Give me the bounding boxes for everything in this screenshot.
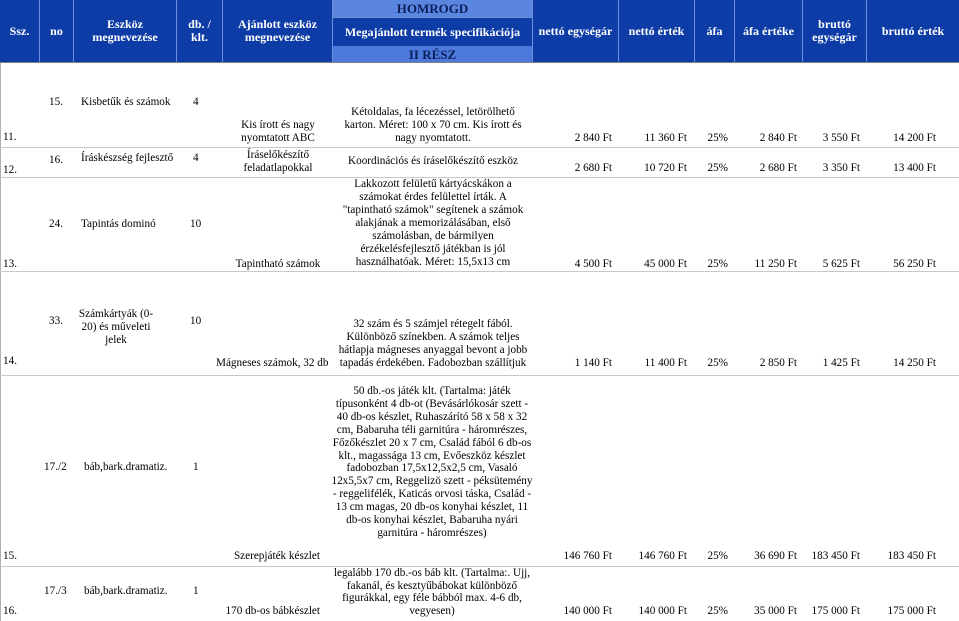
header-ssz[interactable]: Ssz. xyxy=(0,0,40,62)
cell-no: 15. xyxy=(49,96,63,108)
cell-ajanlott: Kis írott és nagy nyomtatott ABC xyxy=(241,119,315,144)
cell-afa: 25% xyxy=(707,357,728,369)
cell-spec: Lakkozott felületű kártyácskákon a számokat érdes felülettel írták. A "tapintható számok" segítenek a számok alakjának a memorizálásában, első számolásban, de bármilyen érzékelésfejlesztő játékban is jól használhatóak. Méret: 15,5x13 cm xyxy=(342,178,524,268)
cell-brutto-ertek: 14 200 Ft xyxy=(893,132,936,144)
header-specifikacio[interactable]: Megajánlott termék specifikációja xyxy=(333,18,533,46)
cell-netto-ertek: 11 360 Ft xyxy=(644,132,687,144)
cell-db: 4 xyxy=(193,152,199,164)
cell-afa: 25% xyxy=(707,162,728,174)
cell-name: Számkártyák (0-20) és műveleti jelek xyxy=(78,308,154,346)
header-homrogd: HOMROGD xyxy=(333,0,533,18)
cell-afa: 25% xyxy=(707,258,728,270)
cell-netto-ertek: 11 400 Ft xyxy=(644,357,687,369)
cell-netto-egysegar: 140 000 Ft xyxy=(563,605,612,617)
cell-ajanlott: Íráselőkészítő feladatlapokkal xyxy=(243,149,313,174)
cell-name: báb,bark.dramatiz. xyxy=(84,461,168,473)
cell-ssz: 13. xyxy=(3,258,17,270)
cell-brutto-egysegar: 3 550 Ft xyxy=(822,132,860,144)
cell-ssz: 12. xyxy=(3,164,17,176)
cell-no: 33. xyxy=(49,315,63,327)
cell-afa: 25% xyxy=(707,605,728,617)
cell-brutto-ertek: 14 250 Ft xyxy=(893,357,936,369)
cell-brutto-ertek: 56 250 Ft xyxy=(893,258,936,270)
cell-afa-erteke: 2 680 Ft xyxy=(759,162,797,174)
cell-no: 17./2 xyxy=(44,461,67,473)
cell-afa: 25% xyxy=(707,550,728,562)
header-eszkoz-megnevezese[interactable]: Eszköz megnevezése xyxy=(74,0,177,62)
header-netto-egysegar[interactable]: nettó egységár xyxy=(533,0,619,62)
cell-netto-egysegar: 146 760 Ft xyxy=(563,550,612,562)
cell-afa: 25% xyxy=(707,132,728,144)
header-afa-erteke[interactable]: áfa értéke xyxy=(735,0,803,62)
cell-spec: legalább 170 db.-os báb klt. (Tartalma:. Ujj, fakanál, és kesztyűbábokat különböző figurákkal, egy féle bábból max. 4-6 db, vegyesen) xyxy=(333,567,531,617)
left-border xyxy=(0,62,1,621)
cell-db: 4 xyxy=(193,96,199,108)
cell-ajanlott: Tapintható számok xyxy=(235,258,321,270)
cell-ajanlott: 170 db-os bábkészlet xyxy=(225,605,320,617)
header-brutto-ertek[interactable]: bruttó érték xyxy=(881,23,945,38)
cell-spec: Koordinációs és íráselőkészítő eszköz xyxy=(348,155,518,167)
cell-netto-ertek: 45 000 Ft xyxy=(644,258,687,270)
cell-brutto-egysegar: 3 350 Ft xyxy=(822,162,860,174)
header-ajanlott-eszkoz[interactable]: Ajánlott eszköz megnevezése xyxy=(223,0,333,62)
cell-no: 24. xyxy=(49,218,63,230)
cell-db: 10 xyxy=(190,315,202,327)
cell-netto-egysegar: 1 140 Ft xyxy=(574,357,612,369)
cell-afa-erteke: 2 840 Ft xyxy=(759,132,797,144)
cell-brutto-ertek: 183 450 Ft xyxy=(887,550,936,562)
cell-ssz: 15. xyxy=(3,550,17,562)
header-netto-ertek[interactable]: nettó érték xyxy=(619,0,695,62)
header-ii-resz: II RÉSZ xyxy=(333,46,533,62)
cell-ssz: 11. xyxy=(3,131,17,143)
cell-name: báb,bark.dramatiz. xyxy=(84,585,168,597)
cell-afa-erteke: 11 250 Ft xyxy=(754,258,797,270)
cell-db: 1 xyxy=(193,585,199,597)
header-no[interactable]: no xyxy=(40,0,74,62)
cell-ajanlott: Mágneses számok, 32 db xyxy=(216,357,329,369)
cell-brutto-egysegar: 1 425 Ft xyxy=(822,357,860,369)
cell-name: Kisbetűk és számok xyxy=(81,96,171,108)
cell-brutto-ertek: 175 000 Ft xyxy=(887,605,936,617)
cell-netto-egysegar: 2 840 Ft xyxy=(574,132,612,144)
cell-afa-erteke: 2 850 Ft xyxy=(759,357,797,369)
header-divider xyxy=(0,62,959,63)
cell-netto-ertek: 146 760 Ft xyxy=(638,550,687,562)
cell-spec: 50 db.-os játék klt. (Tartalma: játék típusonként 4 db-ot (Bevásárlókosár szett - 40 db-os készlet, Ruhaszárító 58 x 58 x 32 cm, Babaruha téli garnitúra - háromrészes, Főzőkészlet 20 x 7 cm, Család fából 6 db-os klt., magassága 13 cm, Evőeszköz készlet fadobozban 17,5x12,5x2,5 cm, Vasaló 12x5,5x7 cm, Reggelizö szett - péksütemény - reggelifélék, Katicás orvosi táska, Család - 13 cm magas, 20 db-os konyhai készlet, 11 db-os konyhai készlet, Babaruha nyári garnitúra - háromrészes) xyxy=(331,385,533,539)
cell-ssz: 14. xyxy=(3,355,17,367)
header-afa[interactable]: áfa xyxy=(695,0,735,62)
cell-spec: 32 szám és 5 számjel rétegelt fából. Különböző színekben. A számok teljes hátlapja mágneses anyaggal bevont a jobb tapadás érdekében. Fadobozban szállítjuk xyxy=(338,318,528,369)
row-divider xyxy=(0,375,959,376)
cell-no: 16. xyxy=(49,154,63,166)
cell-spec: Kétoldalas, fa lécezéssel, letörölhető karton. Méret: 100 x 70 cm. Kis írott és nagy nyomtatott. xyxy=(344,106,522,144)
cell-db: 10 xyxy=(190,218,202,230)
cell-netto-ertek: 10 720 Ft xyxy=(644,162,687,174)
cell-afa-erteke: 36 690 Ft xyxy=(754,550,797,562)
cell-netto-egysegar: 4 500 Ft xyxy=(574,258,612,270)
cell-brutto-ertek: 13 400 Ft xyxy=(893,162,936,174)
header-db-klt[interactable]: db. / klt. xyxy=(177,0,223,62)
cell-netto-ertek: 140 000 Ft xyxy=(638,605,687,617)
cell-no: 17./3 xyxy=(44,585,67,597)
cell-afa-erteke: 35 000 Ft xyxy=(754,605,797,617)
cell-brutto-egysegar: 175 000 Ft xyxy=(811,605,860,617)
cell-brutto-egysegar: 183 450 Ft xyxy=(811,550,860,562)
cell-brutto-egysegar: 5 625 Ft xyxy=(822,258,860,270)
cell-ajanlott: Szerepjáték készlet xyxy=(233,550,320,562)
cell-ssz: 16. xyxy=(3,605,17,617)
cell-name: Tapintás dominó xyxy=(81,218,156,230)
cell-name: Íráskészség fejlesztő xyxy=(81,152,174,164)
header-brutto-egysegar[interactable]: bruttó egységár xyxy=(803,0,867,62)
cell-db: 1 xyxy=(193,461,199,473)
cell-netto-egysegar: 2 680 Ft xyxy=(574,162,612,174)
table-header xyxy=(0,0,959,62)
row-divider xyxy=(0,147,959,148)
row-divider xyxy=(0,271,959,272)
